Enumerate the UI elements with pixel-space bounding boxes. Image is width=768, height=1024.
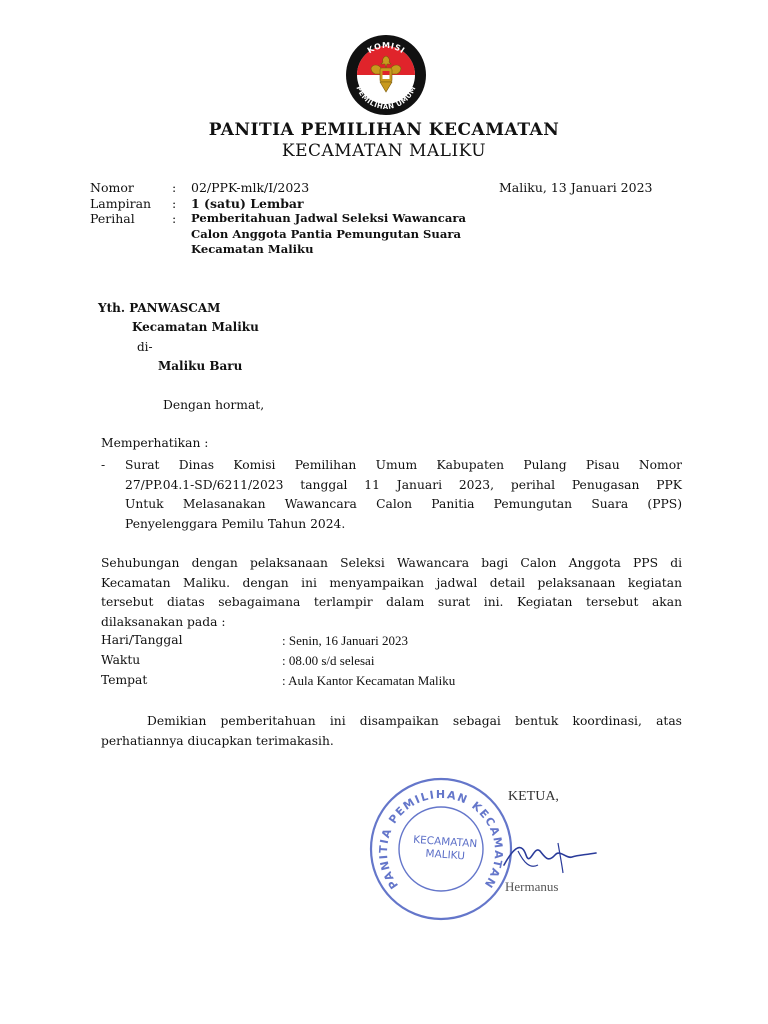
perihal-line-2: Calon Anggota Pantia Pemungutan Suara <box>191 227 461 241</box>
perihal-line-3: Kecamatan Maliku <box>191 242 314 256</box>
nomor-value: 02/PPK-mlk/I/2023 <box>191 180 310 195</box>
main-paragraph-line-1: Sehubungan dengan pelaksanaan Seleksi Wawancara bagi Calon Anggota PPS di <box>101 556 682 570</box>
stamp-inner-line-2: MALIKU <box>425 847 466 863</box>
lampiran-label: Lampiran <box>90 196 152 211</box>
district-title: KECAMATAN MALIKU <box>281 141 487 161</box>
committee-title: PANITIA PEMILIHAN KECAMATAN <box>208 120 560 140</box>
recipient-place: Maliku Baru <box>158 359 243 373</box>
lampiran-separator: : <box>172 196 177 211</box>
reference-line-1: Surat Dinas Komisi Pemilihan Umum Kabupaten Pulang Pisau Nomor <box>125 458 682 472</box>
closing-paragraph <box>101 712 682 751</box>
official-stamp-icon <box>366 774 516 924</box>
hari-label: Hari/Tanggal <box>101 633 183 647</box>
lampiran-value: 1 (satu) Lembar <box>191 196 304 211</box>
handwritten-signature-icon <box>500 825 600 885</box>
recipient-yth: Yth. PANWASCAM <box>98 301 221 315</box>
stamp-outer-text: PANITIA PEMILIHAN KECAMATAN <box>376 788 506 892</box>
kpu-garuda-emblem-icon <box>345 34 427 116</box>
reference-item <box>125 456 682 534</box>
salutation: Dengan hormat, <box>163 398 265 412</box>
perihal-separator: : <box>172 211 177 226</box>
signature-title: KETUA, <box>508 789 559 804</box>
closing-line-2: perhatiannya diucapkan terimakasih. <box>101 733 334 748</box>
perihal-line-1: Pemberitahuan Jadwal Seleksi Wawancara <box>191 211 466 225</box>
place-date: Maliku, 13 Januari 2023 <box>499 180 653 195</box>
logo-bottom-text: PEMILIHAN UMUM <box>354 84 418 112</box>
reference-line-2: 27/PP.04.1-SD/6211/2023 tanggal 11 Januari 2023, perihal Penugasan PPK <box>125 477 682 492</box>
nomor-label: Nomor <box>90 180 134 195</box>
waktu-value: : 08.00 s/d selesai <box>282 653 375 668</box>
main-paragraph-line-3: tersebut diatas sebagaimana terlampir dalam surat ini. Kegiatan tersebut akan <box>101 595 682 609</box>
main-paragraph-line-4: dilaksanakan pada : <box>101 614 226 629</box>
hari-value: : Senin, 16 Januari 2023 <box>282 633 409 648</box>
bullet-dash: - <box>101 458 106 472</box>
closing-line-1: Demikian pemberitahuan ini disampaikan sebagai bentuk koordinasi, atas <box>147 714 682 728</box>
main-paragraph-line-2: Kecamatan Maliku. dengan ini menyampaikan jadwal detail pelaksanaan kegiatan <box>101 575 682 590</box>
waktu-label: Waktu <box>101 653 141 667</box>
reference-line-4: Penyelenggara Pemilu Tahun 2024. <box>125 516 346 531</box>
tempat-label: Tempat <box>101 673 148 687</box>
logo-top-text: KOMISI <box>365 40 407 56</box>
nomor-separator: : <box>172 180 177 195</box>
reference-line-3: Untuk Melasanakan Wawancara Calon Panitia Pemungutan Suara (PPS) <box>125 497 682 511</box>
stamp-inner-line-1: KECAMATAN <box>412 833 478 851</box>
signatory-name: Hermanus <box>505 879 559 894</box>
perihal-label: Perihal <box>90 211 135 226</box>
recipient-di: di- <box>137 340 153 354</box>
recipient-district: Kecamatan Maliku <box>132 320 259 334</box>
tempat-value: : Aula Kantor Kecamatan Maliku <box>282 673 456 688</box>
memperhatikan-label: Memperhatikan : <box>101 436 209 450</box>
main-paragraph <box>101 554 682 632</box>
